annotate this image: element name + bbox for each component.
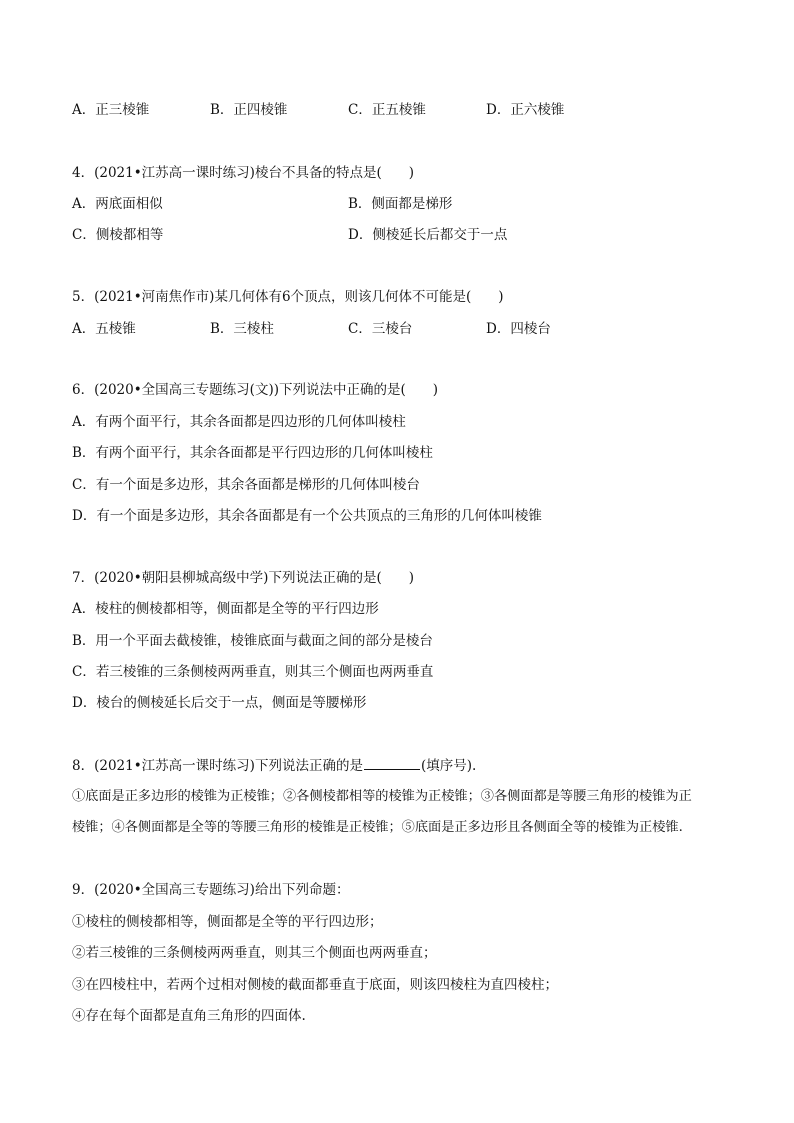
q5-stem: 5．(2021•河南焦作市)某几何体有6个顶点，则该几何体不可能是( ) — [72, 289, 504, 305]
q5-option-a: A．五棱锥 — [72, 321, 136, 337]
q6-option-b: B．有两个面平行，其余各面都是平行四边形的几何体叫棱柱 — [72, 445, 433, 461]
q7-option-d: D．棱台的侧棱延长后交于一点，侧面是等腰梯形 — [72, 695, 367, 711]
q8-stem-text: 8．(2021•江苏高一课时练习)下列说法正确的是 — [72, 758, 363, 774]
q4-option-d: D．侧棱延长后都交于一点 — [348, 227, 508, 243]
q6-option-a: A．有两个面平行，其余各面都是四边形的几何体叫棱柱 — [72, 414, 406, 430]
q7-option-b: B．用一个平面去截棱锥，棱锥底面与截面之间的部分是棱台 — [72, 633, 433, 649]
q8-stem — [72, 757, 476, 775]
q3-option-d: D．正六棱锥 — [486, 102, 565, 118]
q7-option-c: C．若三棱锥的三条侧棱两两垂直，则其三个侧面也两两垂直 — [72, 664, 434, 680]
q5-option-b: B．三棱柱 — [210, 321, 274, 337]
q8-statements-line1: ①底面是正多边形的棱锥为正棱锥；②各侧棱都相等的棱锥为正棱锥；③各侧面都是等腰三角形的棱锥为正 — [72, 789, 692, 804]
q5-option-d: D．四棱台 — [486, 321, 551, 337]
q6-option-c: C．有一个面是多边形，其余各面都是梯形的几何体叫棱台 — [72, 477, 420, 493]
q7-option-a: A．棱柱的侧棱都相等，侧面都是全等的平行四边形 — [72, 601, 379, 617]
q4-option-a: A．两底面相似 — [72, 196, 163, 212]
q4-option-c: C．侧棱都相等 — [72, 227, 164, 243]
q3-option-a: A．正三棱锥 — [72, 102, 150, 118]
q7-stem: 7．(2020•朝阳县柳城高级中学)下列说法正确的是( ) — [72, 570, 414, 586]
q8-stem-suffix: (填序号). — [420, 758, 477, 774]
q6-option-d: D．有一个面是多边形，其余各面都是有一个公共顶点的三角形的几何体叫棱锥 — [72, 508, 542, 524]
q5-option-c: C．三棱台 — [348, 321, 413, 337]
q8-statements-line2: 棱锥；④各侧面都是全等的等腰三角形的棱锥是正棱锥；⑤底面是正多边形且各侧面全等的棱锥为正棱锥. — [72, 820, 683, 835]
q3-option-b: B．正四棱锥 — [210, 102, 288, 118]
q8-answer-blank — [364, 757, 420, 770]
q4-stem: 4．(2021•江苏高一课时练习)棱台不具备的特点是( ) — [72, 165, 414, 181]
q9-item-4: ④存在每个面都是直角三角形的四面体. — [72, 1008, 306, 1024]
q9-item-2: ②若三棱锥的三条侧棱两两垂直，则其三个侧面也两两垂直； — [72, 945, 437, 961]
q6-stem: 6．(2020•全国高三专题练习(文))下列说法中正确的是( ) — [72, 382, 439, 398]
q9-item-1: ①棱柱的侧棱都相等，侧面都是全等的平行四边形； — [72, 914, 383, 930]
q9-stem: 9．(2020•全国高三专题练习)给出下列命题： — [72, 882, 350, 898]
q9-item-3: ③在四棱柱中，若两个过相对侧棱的截面都垂直于底面，则该四棱柱为直四棱柱； — [72, 977, 558, 993]
q3-option-c: C．正五棱锥 — [348, 102, 426, 118]
q4-option-b: B．侧面都是梯形 — [348, 196, 453, 212]
